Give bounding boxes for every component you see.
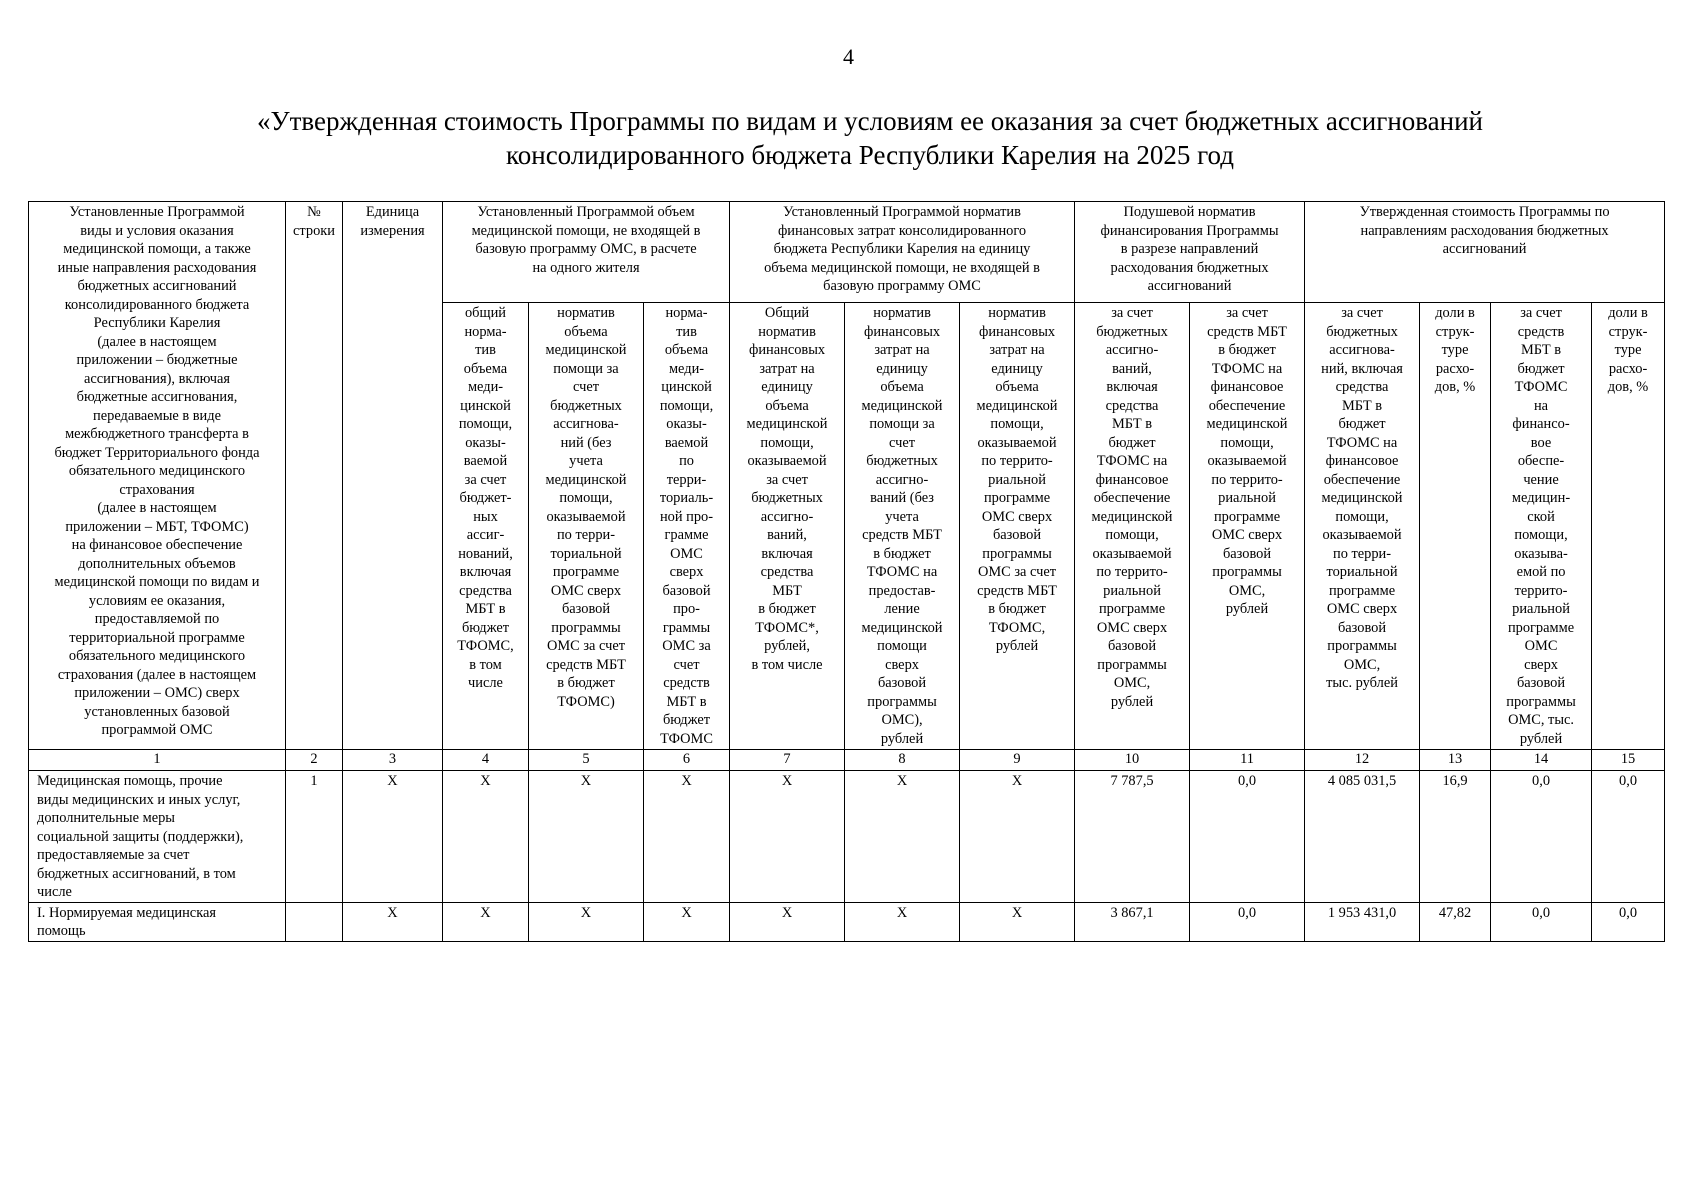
header-col-7: Общий норматив финансовых затрат на единицу объема медицинской помощи, оказываемой за счет бюджетных ассигно- ваний, включая средства МБТ в бюджет ТФОМС*, рублей, в том числе: [730, 303, 845, 750]
document-title: [120, 104, 1620, 172]
header-col-11: за счет средств МБТ в бюджет ТФОМС на финансовое обеспечение медицинской помощи, оказываемой по террито- риальной программе ОМС сверх базовой программы ОМС, рублей: [1190, 303, 1305, 750]
table-cell: 16,9: [1420, 771, 1491, 903]
column-number: 2: [286, 750, 343, 771]
table-cell: 7 787,5: [1075, 771, 1190, 903]
header-col-9: норматив финансовых затрат на единицу объема медицинской помощи, оказываемой по террито- риальной программе ОМС сверх базовой программы ОМС за счет средств МБТ в бюджет ТФОМС, рублей: [960, 303, 1075, 750]
column-number: 11: [1190, 750, 1305, 771]
header-col-6: норма- тив объема меди- цинской помощи, оказы- ваемой по терри- ториаль- ной про- грамме ОМС сверх базовой про- граммы ОМС за счет средств МБТ в бюджет ТФОМС: [644, 303, 730, 750]
table-cell: X: [730, 902, 845, 941]
row-label: I. Нормируемая медицинская помощь: [29, 902, 286, 941]
row-label: Медицинская помощь, прочие виды медицинских и иных услуг, дополнительные меры социальной защиты (поддержки), предоставляемые за счет бюджетных ассигнований, в том числе: [29, 771, 286, 903]
header-group-per-capita: Подушевой норматив финансирования Программы в разрезе направлений расходования бюджетных ассигнований: [1075, 202, 1305, 303]
column-number: 3: [343, 750, 443, 771]
page-number: 4: [843, 44, 854, 69]
table-cell: X: [644, 771, 730, 903]
table-cell: X: [343, 902, 443, 941]
table-row: [29, 902, 1665, 941]
table-cell: X: [960, 902, 1075, 941]
table-cell: X: [529, 771, 644, 903]
table-cell: X: [644, 902, 730, 941]
header-col-8: норматив финансовых затрат на единицу объема медицинской помощи за счет бюджетных ассигно- ваний (без учета средств МБТ в бюджет ТФОМС на предостав- ление медицинской помощи сверх базовой программы ОМС), рублей: [845, 303, 960, 750]
column-number: 10: [1075, 750, 1190, 771]
column-number: 8: [845, 750, 960, 771]
table-cell: [286, 902, 343, 941]
column-number-row: [29, 750, 1665, 771]
header-col-5: норматив объема медицинской помощи за счет бюджетных ассигнова- ний (без учета медицинской помощи, оказываемой по терри- ториальной программе ОМС сверх базовой программы ОМС за счет средств МБТ в бюджет ТФОМС): [529, 303, 644, 750]
header-col-1: Установленные Программой виды и условия оказания медицинской помощи, а также иные направления расходования бюджетных ассигнований консолидированного бюджета Республики Карелия (далее в настоящем приложении – бюджетные ассигнования), включая бюджетные ассигнования, передаваемые в виде межбюджетного трансферта в бюджет Территориального фонда обязательного медицинского страхования (далее в настоящем приложении – МБТ, ТФОМС) на финансовое обеспечение дополнительных объемов медицинской помощи по видам и условиям ее оказания, предоставляемой по территориальной программе обязательного медицинского страхования (далее в настоящем приложении – ОМС) сверх установленных базовой программой ОМС: [29, 202, 286, 750]
table-cell: 3 867,1: [1075, 902, 1190, 941]
header-col-4: общий норма- тив объема меди- цинской помощи, оказы- ваемой за счет бюджет- ных ассиг- нований, включая средства МБТ в бюджет ТФОМС, в том числе: [443, 303, 529, 750]
table-row: [29, 771, 1665, 903]
column-number: 5: [529, 750, 644, 771]
table-cell: X: [443, 771, 529, 903]
header-col-14: за счет средств МБТ в бюджет ТФОМС на финансо- вое обеспе- чение медицин- ской помощи, оказыва- емой по террито- риальной программе ОМС сверх базовой программы ОМС, тыс. рублей: [1491, 303, 1592, 750]
column-number: 7: [730, 750, 845, 771]
table-cell: X: [960, 771, 1075, 903]
column-number: 14: [1491, 750, 1592, 771]
document-title-line-1: «Утвержденная стоимость Программы по видам и условиям ее оказания за счет бюджетных ассигнований: [256, 106, 1483, 136]
header-group-cost: Утвержденная стоимость Программы по направлениям расходования бюджетных ассигнований: [1305, 202, 1665, 303]
column-number: 4: [443, 750, 529, 771]
header-col-13: доли в струк- туре расхо- дов, %: [1420, 303, 1491, 750]
table-cell: 1: [286, 771, 343, 903]
header-col-10: за счет бюджетных ассигно- ваний, включая средства МБТ в бюджет ТФОМС на финансовое обеспечение медицинской помощи, оказываемой по террито- риальной программе ОМС сверх базовой программы ОМС, рублей: [1075, 303, 1190, 750]
column-number: 9: [960, 750, 1075, 771]
header-group-norm: Установленный Программой норматив финансовых затрат консолидированного бюджета Республики Карелия на единицу объема медицинской помощи, не входящей в базовую программу ОМС: [730, 202, 1075, 303]
table-cell: X: [443, 902, 529, 941]
table-cell: X: [730, 771, 845, 903]
table-cell: X: [845, 902, 960, 941]
document-title-line-2: консолидированного бюджета Республики Карелия на 2025 год: [506, 140, 1234, 170]
table-cell: 0,0: [1190, 902, 1305, 941]
budget-table: [28, 201, 1665, 942]
column-number: 15: [1592, 750, 1665, 771]
table-cell: 1 953 431,0: [1305, 902, 1420, 941]
table-cell: 0,0: [1190, 771, 1305, 903]
table-cell: X: [343, 771, 443, 903]
column-number: 13: [1420, 750, 1491, 771]
table-cell: X: [845, 771, 960, 903]
column-number: 1: [29, 750, 286, 771]
table-cell: 0,0: [1491, 771, 1592, 903]
header-row-main: [29, 202, 1665, 303]
column-number: 6: [644, 750, 730, 771]
table-cell: 0,0: [1592, 771, 1665, 903]
header-col-12: за счет бюджетных ассигнова- ний, включая средства МБТ в бюджет ТФОМС на финансовое обеспечение медицинской помощи, оказываемой по терри- ториальной программе ОМС сверх базовой программы ОМС, тыс. рублей: [1305, 303, 1420, 750]
header-group-volume: Установленный Программой объем медицинской помощи, не входящей в базовую программу ОМС, в расчете на одного жителя: [443, 202, 730, 303]
column-number: 12: [1305, 750, 1420, 771]
table-cell: 0,0: [1491, 902, 1592, 941]
header-col-2: № строки: [286, 202, 343, 750]
header-col-15: доли в струк- туре расхо- дов, %: [1592, 303, 1665, 750]
header-col-3: Единица измерения: [343, 202, 443, 750]
table-cell: 0,0: [1592, 902, 1665, 941]
table-cell: 47,82: [1420, 902, 1491, 941]
table-cell: 4 085 031,5: [1305, 771, 1420, 903]
table-cell: X: [529, 902, 644, 941]
